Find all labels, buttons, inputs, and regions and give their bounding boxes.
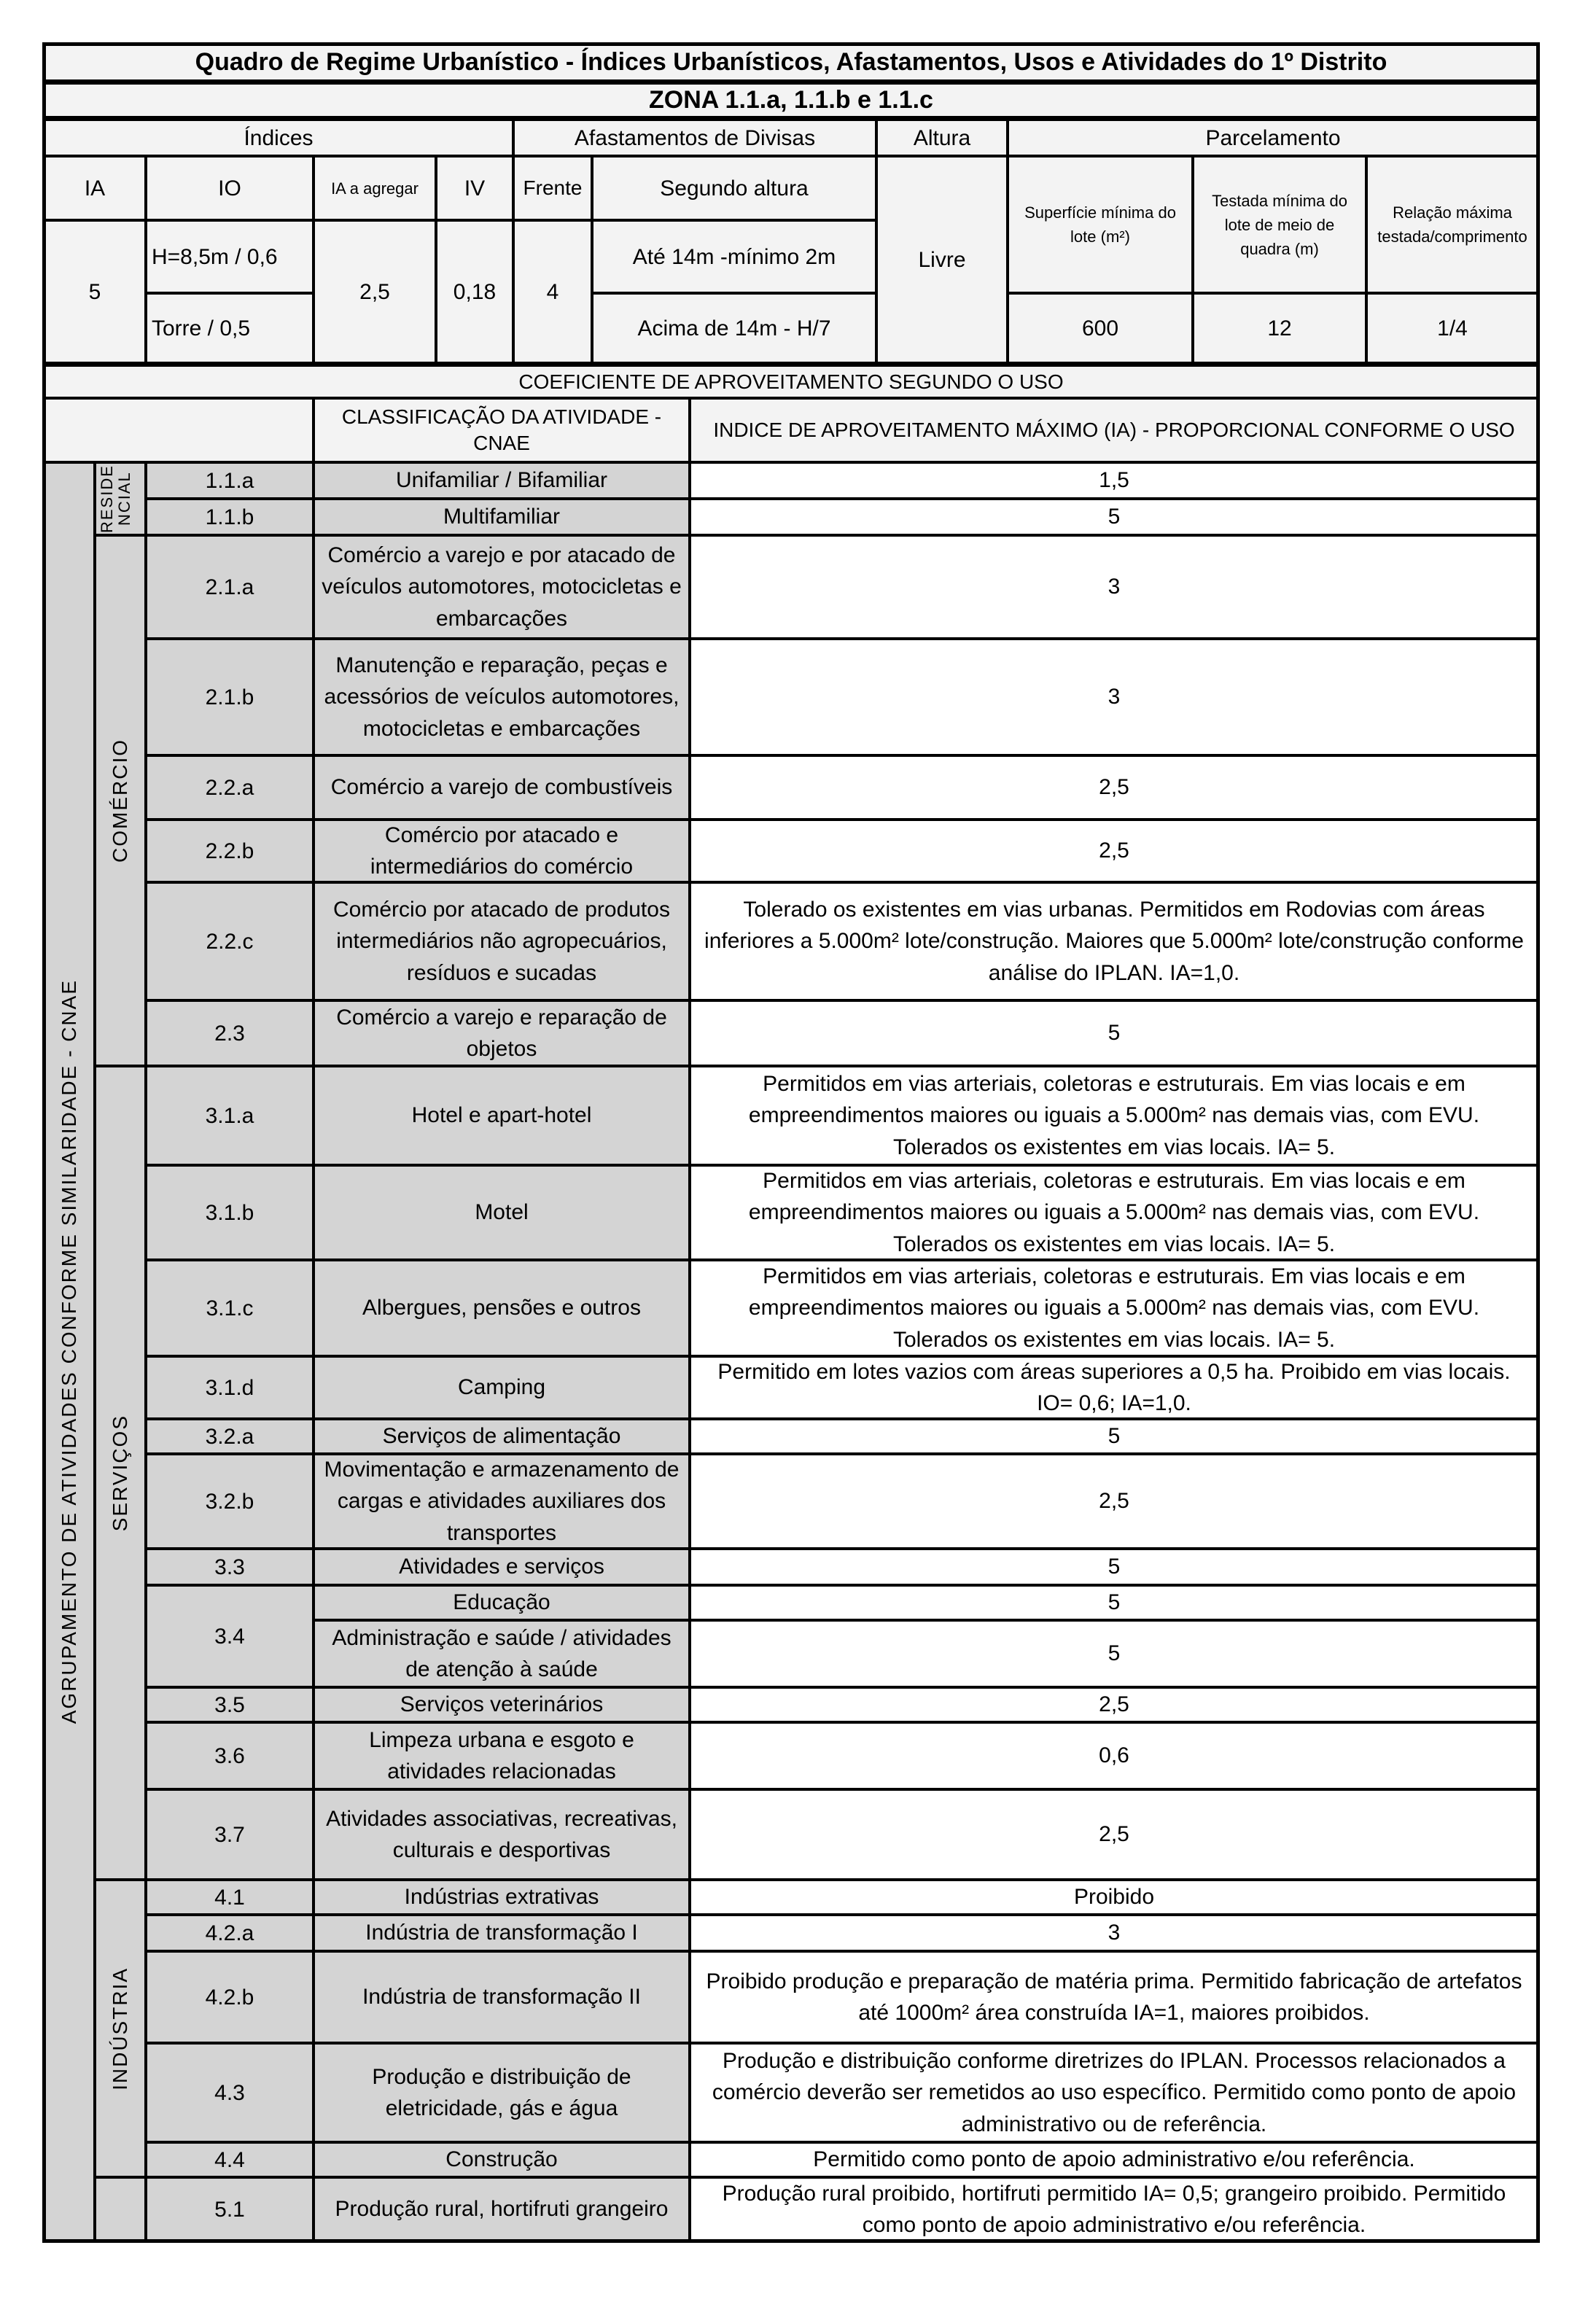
row-code: 4.3	[146, 2043, 314, 2142]
row-code: 4.4	[146, 2142, 314, 2177]
row-value: 2,5	[690, 1687, 1538, 1722]
row-description: Indústria de transformação II	[314, 1951, 690, 2043]
row-value: 1,5	[690, 462, 1538, 499]
row-value: 2,5	[690, 755, 1538, 820]
row-description: Unifamiliar / Bifamiliar	[314, 462, 690, 499]
group-label	[44, 462, 95, 2241]
row-description: Albergues, pensões e outros	[314, 1260, 690, 1356]
group-label-text: AGRUPAMENTO DE ATIVIDADES CONFORME SIMILARIDADE - CNAE	[58, 979, 80, 1724]
row-code: 2.1.a	[146, 535, 314, 639]
category-residencial	[95, 462, 146, 535]
row-description: Hotel e apart-hotel	[314, 1066, 690, 1165]
row-description: Manutenção e reparação, peças e acessórios de veículos automotores, motocicletas e embarcações	[314, 639, 690, 755]
row-code: 3.4	[146, 1585, 314, 1687]
col-header-indice: INDICE DE APROVEITAMENTO MÁXIMO (IA) - PROPORCIONAL CONFORME O USO	[690, 398, 1538, 462]
value-ia: 5	[44, 220, 146, 363]
value-io-1: H=8,5m / 0,6	[146, 220, 314, 293]
row-code: 4.2.b	[146, 1951, 314, 2043]
row-code: 3.6	[146, 1722, 314, 1789]
row-value: 5	[690, 1585, 1538, 1620]
row-description: Comércio a varejo e reparação de objetos	[314, 1000, 690, 1066]
row-value: Permitidos em vias arteriais, coletoras e estruturais. Em vias locais e em empreendimentos maiores ou iguais a 5.000m² nas demais vias, com EVU. Tolerados os existentes em vias locais. IA= 5.	[690, 1165, 1538, 1260]
row-description: Comércio a varejo e por atacado de veículos automotores, motocicletas e embarcações	[314, 535, 690, 639]
row-value: 2,5	[690, 1454, 1538, 1549]
col-header-classificacao: CLASSIFICAÇÃO DA ATIVIDADE - CNAE	[314, 398, 690, 462]
row-value: 5	[690, 1419, 1538, 1454]
subheader-segundo-altura: Segundo altura	[592, 156, 876, 220]
category-servicos-text: SERVIÇOS	[109, 1414, 131, 1532]
value-testada: 12	[1193, 293, 1366, 363]
row-value: Permitido em lotes vazios com áreas superiores a 0,5 ha. Proibido em vias locais. IO= 0,6; IA=1,0.	[690, 1356, 1538, 1419]
row-description: Indústria de transformação I	[314, 1915, 690, 1951]
header-indices: Índices	[44, 120, 513, 156]
row-description: Motel	[314, 1165, 690, 1260]
subheader-relacao: Relação máxima testada/comprimento	[1366, 156, 1538, 293]
row-description: Comércio a varejo de combustíveis	[314, 755, 690, 820]
subheader-testada: Testada mínima do lote de meio de quadra (m)	[1193, 156, 1366, 293]
row-code: 3.7	[146, 1789, 314, 1880]
zona-title: ZONA 1.1.a, 1.1.b e 1.1.c	[44, 83, 1538, 120]
row-value: 3	[690, 535, 1538, 639]
row-value: 5	[690, 1000, 1538, 1066]
row-value: 0,6	[690, 1722, 1538, 1789]
header-afastamentos: Afastamentos de Divisas	[513, 120, 876, 156]
row-value: Proibido	[690, 1880, 1538, 1915]
row-code: 2.1.b	[146, 639, 314, 755]
value-superficie: 600	[1008, 293, 1193, 363]
row-value: 3	[690, 1915, 1538, 1951]
subheader-io: IO	[146, 156, 314, 220]
coef-title: COEFICIENTE DE APROVEITAMENTO SEGUNDO O USO	[44, 363, 1538, 398]
subheader-ia: IA	[44, 156, 146, 220]
row-description: Limpeza urbana e esgoto e atividades relacionadas	[314, 1722, 690, 1789]
category-comercio-text: COMÉRCIO	[109, 739, 131, 863]
row-value: 5	[690, 1549, 1538, 1585]
row-description: Administração e saúde / atividades de atenção à saúde	[314, 1620, 690, 1687]
row-value: Produção e distribuição conforme diretrizes do IPLAN. Processos relacionados a comércio deverão ser remetidos ao uso específico. Permitido como ponto de apoio administrativo ou de referência.	[690, 2043, 1538, 2142]
row-code: 3.1.d	[146, 1356, 314, 1419]
value-iv: 0,18	[436, 220, 513, 363]
row-value: 5	[690, 499, 1538, 535]
row-description: Multifamiliar	[314, 499, 690, 535]
row-value: 2,5	[690, 820, 1538, 882]
row-description: Construção	[314, 2142, 690, 2177]
row-description: Comércio por atacado de produtos intermediários não agropecuários, resíduos e sucadas	[314, 882, 690, 1000]
value-altura-livre: Livre	[876, 156, 1008, 363]
row-code: 4.1	[146, 1880, 314, 1915]
row-code: 3.2.a	[146, 1419, 314, 1454]
row-value: 3	[690, 639, 1538, 755]
value-altura-2: Acima de 14m - H/7	[592, 293, 876, 363]
row-description: Camping	[314, 1356, 690, 1419]
value-io-2: Torre / 0,5	[146, 293, 314, 363]
row-description: Comércio por atacado e intermediários do comércio	[314, 820, 690, 882]
row-code: 3.2.b	[146, 1454, 314, 1549]
subheader-frente: Frente	[513, 156, 592, 220]
category-industria-text: INDÚSTRIA	[109, 1966, 131, 2090]
row-description: Serviços de alimentação	[314, 1419, 690, 1454]
value-ia-agregar: 2,5	[314, 220, 436, 363]
subheader-superficie: Superfície mínima do lote (m²)	[1008, 156, 1193, 293]
row-description: Educação	[314, 1585, 690, 1620]
row-description: Movimentação e armazenamento de cargas e atividades auxiliares dos transportes	[314, 1454, 690, 1549]
row-description: Produção e distribuição de eletricidade, gás e água	[314, 2043, 690, 2142]
table-title: Quadro de Regime Urbanístico - Índices Urbanísticos, Afastamentos, Usos e Atividades do 1º Distrito	[44, 44, 1538, 83]
row-code: 3.3	[146, 1549, 314, 1585]
row-code: 3.1.c	[146, 1260, 314, 1356]
category-rural	[95, 2177, 146, 2241]
value-altura-1: Até 14m -mínimo 2m	[592, 220, 876, 293]
row-code: 1.1.a	[146, 462, 314, 499]
value-frente: 4	[513, 220, 592, 363]
subheader-iv: IV	[436, 156, 513, 220]
row-value: 5	[690, 1620, 1538, 1687]
category-residencial-text: RESIDE NCIAL	[98, 464, 134, 533]
row-value: Permitidos em vias arteriais, coletoras e estruturais. Em vias locais e em empreendimentos maiores ou iguais a 5.000m² nas demais vias, com EVU. Tolerados os existentes em vias locais. IA= 5.	[690, 1066, 1538, 1165]
row-description: Atividades associativas, recreativas, culturais e desportivas	[314, 1789, 690, 1880]
row-value: Produção rural proibido, hortifruti permitido IA= 0,5; grangeiro proibido. Permitido como ponto de apoio administrativo e/ou referência.	[690, 2177, 1538, 2241]
category-industria	[95, 1880, 146, 2177]
value-relacao: 1/4	[1366, 293, 1538, 363]
row-code: 3.5	[146, 1687, 314, 1722]
row-code: 5.1	[146, 2177, 314, 2241]
row-code: 3.1.a	[146, 1066, 314, 1165]
row-code: 2.2.c	[146, 882, 314, 1000]
row-description: Atividades e serviços	[314, 1549, 690, 1585]
row-code: 2.2.b	[146, 820, 314, 882]
subheader-ia-agregar: IA a agregar	[314, 156, 436, 220]
row-value: Permitido como ponto de apoio administrativo e/ou referência.	[690, 2142, 1538, 2177]
row-code: 4.2.a	[146, 1915, 314, 1951]
row-code: 1.1.b	[146, 499, 314, 535]
row-value: 2,5	[690, 1789, 1538, 1880]
row-code: 3.1.b	[146, 1165, 314, 1260]
row-code: 2.3	[146, 1000, 314, 1066]
row-code: 2.2.a	[146, 755, 314, 820]
row-description: Indústrias extrativas	[314, 1880, 690, 1915]
header-altura: Altura	[876, 120, 1008, 156]
category-comercio	[95, 535, 146, 1066]
row-description: Produção rural, hortifruti grangeiro	[314, 2177, 690, 2241]
row-description: Serviços veterinários	[314, 1687, 690, 1722]
row-value: Proibido produção e preparação de matéria prima. Permitido fabricação de artefatos até 1000m² área construída IA=1, maiores proibidos.	[690, 1951, 1538, 2043]
category-servicos	[95, 1066, 146, 1880]
header-parcelamento: Parcelamento	[1008, 120, 1538, 156]
blank-header	[44, 398, 314, 462]
row-value: Tolerado os existentes em vias urbanas. Permitidos em Rodovias com áreas inferiores a 5.000m² lote/construção. Maiores que 5.000m² lote/construção conforme análise do IPLAN. IA=1,0.	[690, 882, 1538, 1000]
row-value: Permitidos em vias arteriais, coletoras e estruturais. Em vias locais e em empreendimentos maiores ou iguais a 5.000m² nas demais vias, com EVU. Tolerados os existentes em vias locais. IA= 5.	[690, 1260, 1538, 1356]
